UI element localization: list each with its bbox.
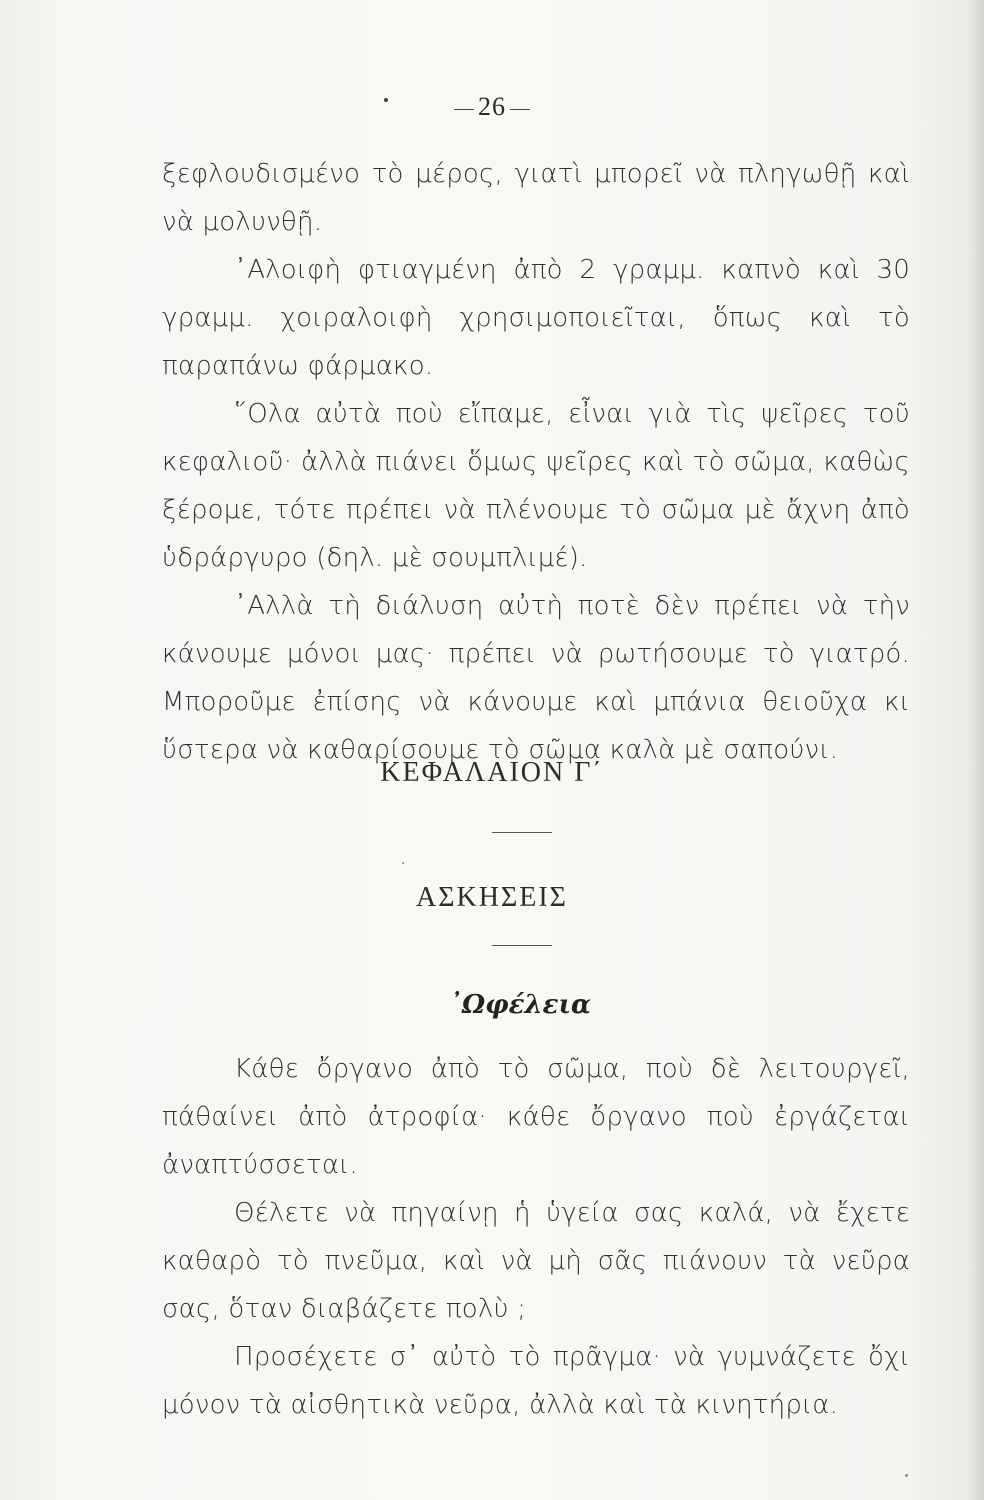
paragraph: ῞Ολα αὐτὰ ποὺ εἴπαμε, εἶναι γιὰ τὶς ψεῖρες τοῦ κεφαλιοῦ· ἀλλὰ πιάνει ὅμως ψεῖρες καὶ τὸ σῶμα, καθὼς ξέρομε, τότε πρέπει νὰ πλένουμε τὸ σῶμα μὲ ἄχνη ἀπὸ ὑδράργυρο (δηλ. μὲ σουμπλιμέ). bbox=[162, 399, 910, 573]
chapter-divider bbox=[492, 832, 552, 833]
page-number bbox=[0, 92, 984, 122]
paragraph: ᾿Αλοιφὴ φτιαγμένη ἀπὸ 2 γραμμ. καπνὸ καὶ 30 γραμμ. χοιραλοιφὴ χρησιμοποιεῖται, ὅπως καὶ τὸ παραπάνω φάρμακο. bbox=[162, 255, 910, 381]
top-text-block bbox=[162, 150, 910, 774]
paragraph: Προσέχετε σ᾿ αὐτὸ τὸ πρᾶγμα· νὰ γυμνάζετε ὄχι μόνον τὰ αἰσθητικὰ νεῦρα, ἀλλὰ καὶ τὰ κινητήρια. bbox=[162, 1342, 910, 1420]
paragraph: ξεφλουδισμένο τὸ μέρος, γιατὶ μπορεῖ νὰ πληγωθῇ καὶ νὰ μολυνθῇ. bbox=[162, 159, 910, 237]
paragraph: Θέλετε νὰ πηγαίνῃ ἡ ὑγεία σας καλά, νὰ ἔχετε καθαρὸ τὸ πνεῦμα, καὶ νὰ μὴ σᾶς πιάνουν τὰ νεῦρα σας, ὅταν διαβάζετε πολὺ ; bbox=[162, 1198, 910, 1324]
section-title: ΑΣΚΗΣΕΙΣ bbox=[416, 882, 568, 913]
bottom-text-block bbox=[162, 1045, 910, 1429]
page-number-dash-left bbox=[454, 109, 474, 110]
page-number-value: 26 bbox=[478, 92, 506, 121]
paragraph: Κάθε ὄργανο ἀπὸ τὸ σῶμα, ποὺ δὲ λειτουργεῖ, πάθαίνει ἀπὸ ἀτροφία· κάθε ὄργανο ποὺ ἐργάζεται ἀναπτύσσεται. bbox=[162, 1054, 910, 1180]
page-edge-shadow bbox=[970, 0, 984, 1500]
paragraph: ᾿Αλλὰ τὴ διάλυση αὐτὴ ποτὲ δὲν πρέπει νὰ τὴν κάνουμε μόνοι μας· πρέπει νὰ ρωτήσουμε τὸ γιατρό. Μποροῦμε ἐπίσης νὰ κάνουμε καὶ μπάνια θειοῦχα κι ὕστερα νὰ καθαρίσουμε τὸ σῶμα καλὰ μὲ σαπούνι. bbox=[162, 591, 910, 765]
page-number-dash-right bbox=[510, 109, 530, 110]
chapter-title: ΚΕΦΑΛΑΙΟΝ Γ΄ bbox=[380, 757, 604, 788]
section-divider bbox=[492, 945, 552, 946]
subheading: ᾿Ωφέλεια bbox=[448, 990, 592, 1020]
paper-speck bbox=[905, 1474, 908, 1477]
paper-speck bbox=[402, 862, 404, 864]
